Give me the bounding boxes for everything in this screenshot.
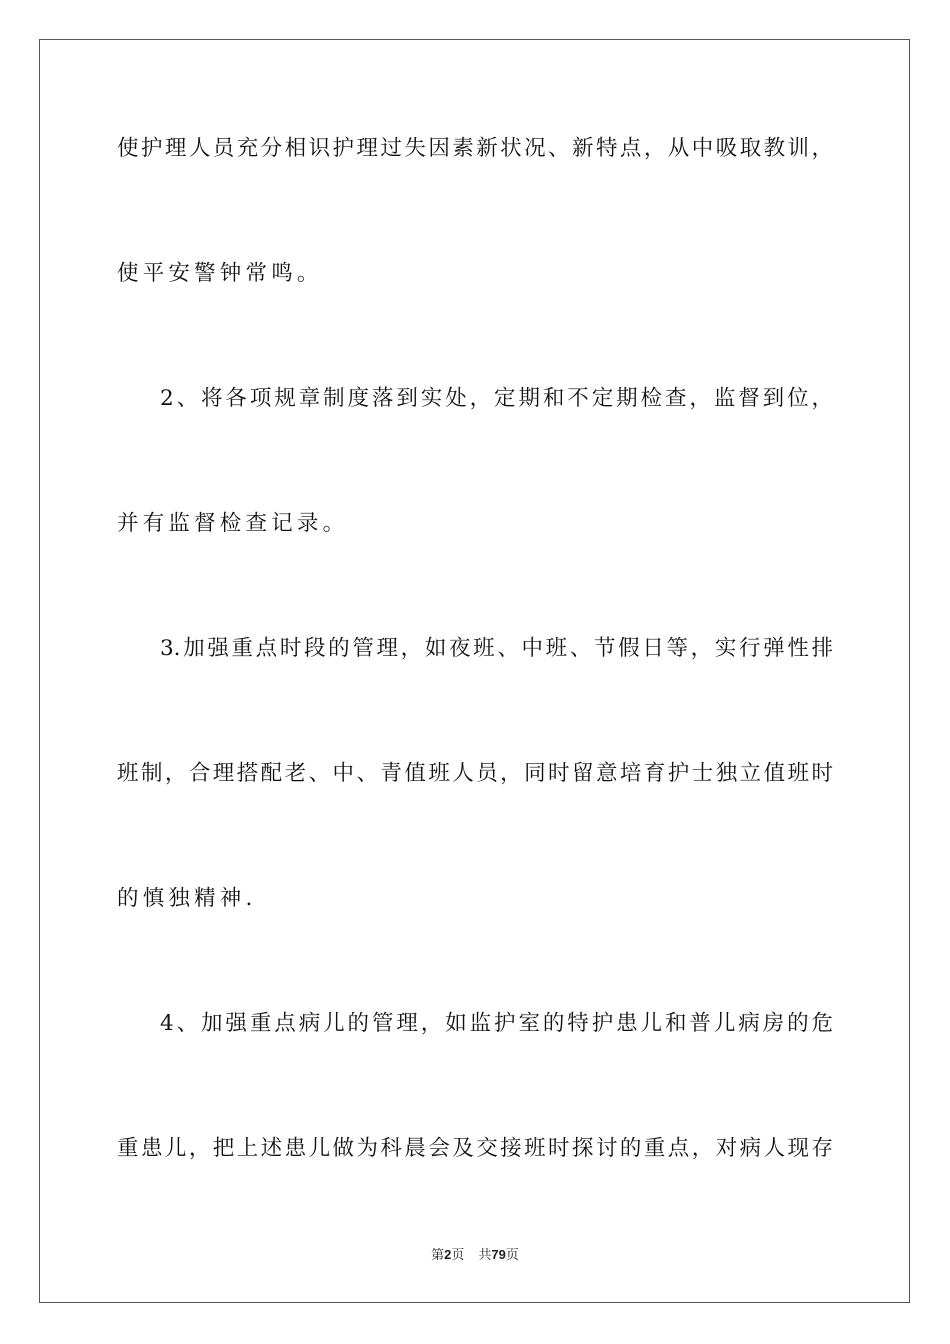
paragraph-line: 3.加强重点时段的管理，如夜班、中班、节假日等，实行弹性排 [160, 636, 833, 661]
total-prefix: 共 [478, 1248, 492, 1263]
paragraph-line: 班制，合理搭配老、中、青值班人员，同时留意培育护士独立值班时 [117, 761, 833, 786]
paragraph-line: 的慎独精神. [117, 886, 257, 911]
paragraph-line: 2、将各项规章制度落到实处，定期和不定期检查，监督到位， [160, 386, 833, 411]
paragraph-line: 4、加强重点病儿的管理，如监护室的特护患儿和普儿病房的危 [160, 1011, 833, 1036]
paragraph-line: 并有监督检查记录。 [117, 511, 349, 536]
page-border [39, 39, 910, 1303]
page-footer [0, 1246, 950, 1265]
paragraph-line: 使护理人员充分相识护理过失因素新状况、新特点，从中吸取教训， [117, 136, 833, 161]
page-prefix: 第 [431, 1248, 445, 1263]
page-suffix: 页 [451, 1248, 465, 1263]
total-pages: 79 [491, 1247, 506, 1262]
paragraph-line: 重患儿，把上述患儿做为科晨会及交接班时探讨的重点，对病人现存 [117, 1136, 833, 1161]
paragraph-line: 使平安警钟常鸣。 [117, 261, 323, 286]
page-number: 2 [444, 1247, 452, 1262]
total-suffix: 页 [505, 1248, 519, 1263]
